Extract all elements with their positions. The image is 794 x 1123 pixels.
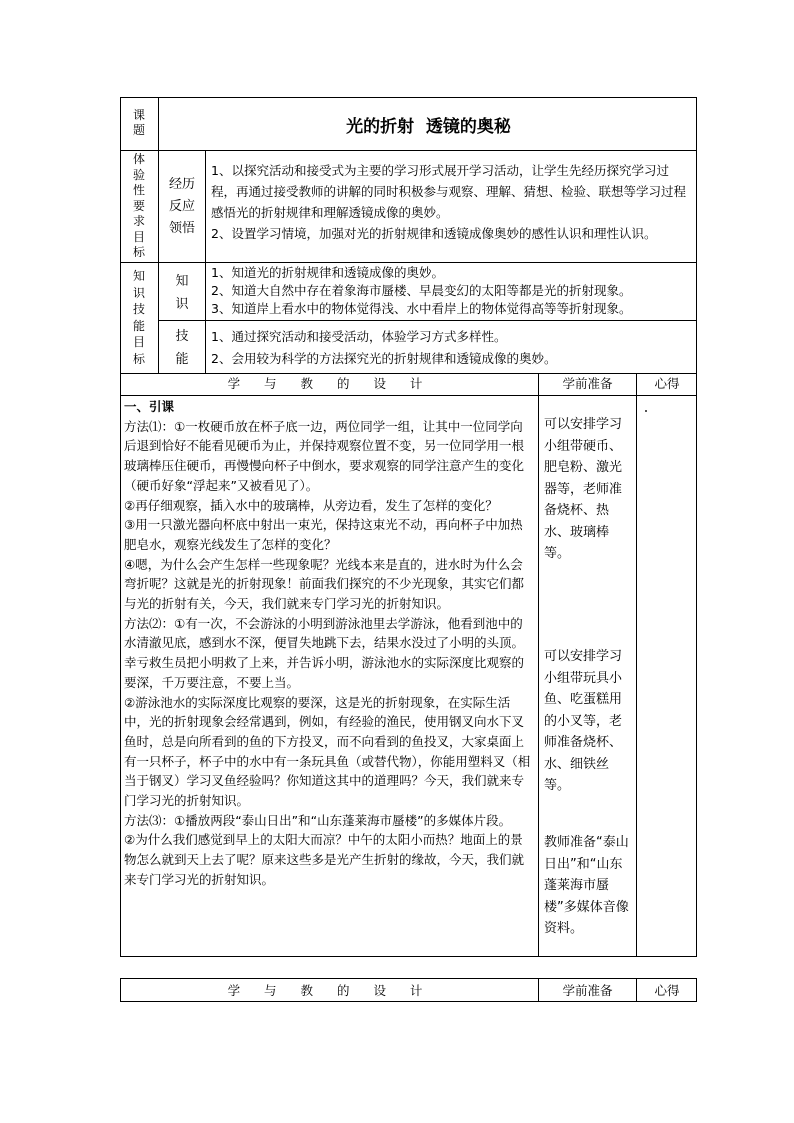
skill-label: 技 能 bbox=[175, 329, 189, 367]
prep-column-header: 学前准备 bbox=[562, 376, 613, 391]
design-paragraph: ③用一只激光器向杯底中射出一束光，保持这束光不动，再向杯子中加热肥皂水，观察光线发生了怎样的变化？ bbox=[124, 517, 523, 552]
design-paragraph: ②游泳池水的实际深度比观察的要深，这是光的折射现象，在实际生活中，光的折射现象会经常遇到，例如，有经验的渔民，使用钢叉向水下叉鱼时，总是向所看到的鱼的下方投叉，而不向看到的鱼投叉，大家桌面上有一只杯子，杯子中的水中有一条玩具鱼（或替代物），你能用塑料叉（相当于钢叉）学习叉鱼经验吗？你知道这其中的道理吗？今天，我们就来专门学习光的折射知识。 bbox=[124, 694, 531, 809]
row-divider bbox=[120, 373, 697, 374]
topic-label: 课 题 bbox=[132, 108, 145, 137]
experience-item: 1、以探究活动和接受式为主要的学习形式展开学习活动，让学生先经历探究学习过程，再通过接受教师的讲解的同时积极参与观察、理解、猜想、检验、联想等学习过程感悟光的折射规律和理解透镜成像的奥妙。 bbox=[211, 163, 687, 220]
skill-item: 1、通过探究活动和接受活动，体验学习方式多样性。 bbox=[211, 329, 507, 344]
footer-design-header: 学 与 教 的 设 计 bbox=[227, 983, 433, 998]
knowledge-item: 2、知道大自然中存在着象海市蜃楼、早晨变幻的太阳等都是光的折射现象。 bbox=[211, 283, 632, 298]
col-divider bbox=[538, 373, 539, 957]
experience-label: 经历 反应 领悟 bbox=[168, 177, 195, 236]
skill-item: 2、会用较为科学的方法探究光的折射规律和透镜成像的奥妙。 bbox=[211, 351, 557, 366]
prep-note: 可以安排学习小组带玩具小鱼、吃蛋糕用的小叉等，老师准备烧杯、水、细铁丝等。 bbox=[544, 649, 623, 793]
knowledge-items bbox=[211, 264, 693, 318]
footer-prep-header: 学前准备 bbox=[562, 983, 613, 998]
knowledge-group-label: 知 识 技 能 目 标 bbox=[132, 269, 145, 366]
knowledge-label: 知 识 bbox=[175, 274, 189, 312]
prep-note: 可以安排学习小组带硬币、肥皂粉、激光器等，老师准备烧杯、热水、玻璃棒等。 bbox=[544, 417, 623, 561]
row-divider bbox=[120, 150, 697, 151]
experience-item: 2、设置学习情境，加强对光的折射规律和透镜成像奥妙的感性认识和理性认识。 bbox=[211, 226, 657, 241]
knowledge-item: 3、知道岸上看水中的物体觉得浅、水中看岸上的物体觉得高等等折射现象。 bbox=[211, 301, 632, 316]
row-divider bbox=[120, 262, 697, 263]
row-divider bbox=[158, 320, 697, 321]
page-title: 光的折射 透镜的奥秘 bbox=[346, 117, 511, 137]
design-paragraph: 方法⑶：①播放两段“泰山日出”和“山东蓬莱海市蜃楼”的多媒体片段。 bbox=[124, 812, 512, 828]
col-divider bbox=[205, 150, 206, 373]
notes-mark bbox=[645, 410, 647, 412]
experience-group-label: 体 验 性 要 求 目 标 bbox=[132, 152, 145, 259]
knowledge-item: 1、知道光的折射规律和透镜成像的奥妙。 bbox=[211, 265, 444, 280]
design-column-header: 学 与 教 的 设 计 bbox=[227, 376, 433, 391]
row-divider bbox=[120, 395, 697, 396]
section-heading: 一、引课 bbox=[124, 399, 175, 414]
design-paragraph: ④嗯，为什么会产生怎样一些现象呢？光线本来是直的，进水时为什么会弯折呢？这就是光的折射现象！前面我们探究的不少光现象，其实它们都与光的折射有关，今天，我们就来专门学习光的折射知识。 bbox=[124, 556, 525, 612]
prep-note: 教师准备“泰山日出”和“山东蓬莱海市蜃楼”多媒体音像资料。 bbox=[544, 835, 629, 936]
notes-column-header: 心得 bbox=[654, 376, 680, 391]
experience-items bbox=[211, 160, 691, 244]
design-content bbox=[124, 397, 535, 890]
design-paragraph: ②为什么我们感觉到早上的太阳大而凉？中午的太阳小而热？地面上的景物怎么就到天上去了呢？原来这些多是光产生折射的缘故，今天，我们就来专门学习光的折射知识。 bbox=[124, 832, 525, 887]
design-paragraph: 方法⑵：①有一次，不会游泳的小明到游泳池里去学游泳，他看到池中的水清澈见底，感到水不深，便冒失地跳下去，结果水没过了小明的头顶。幸亏救生员把小明救了上来，并告诉小明，游泳池水的实际深度比观察的要深，千万要注意，不要上当。 bbox=[124, 615, 525, 690]
skill-items bbox=[211, 326, 693, 370]
col-divider bbox=[636, 373, 637, 957]
design-paragraph: ②再仔细观察，插入水中的玻璃棒，从旁边看，发生了怎样的变化？ bbox=[124, 497, 498, 513]
footer-notes-header: 心得 bbox=[654, 983, 680, 998]
design-paragraph: 方法⑴：①一枚硬币放在杯子底一边，两位同学一组，让其中一位同学向后退到恰好不能看见硬币为止，并保持观察位置不变，另一位同学用一根玻璃棒压住硬币，再慢慢向杯子中倒水，要求观察的同学注意产生的变化（硬币好象“浮起来”又被看见了）。 bbox=[124, 418, 525, 493]
